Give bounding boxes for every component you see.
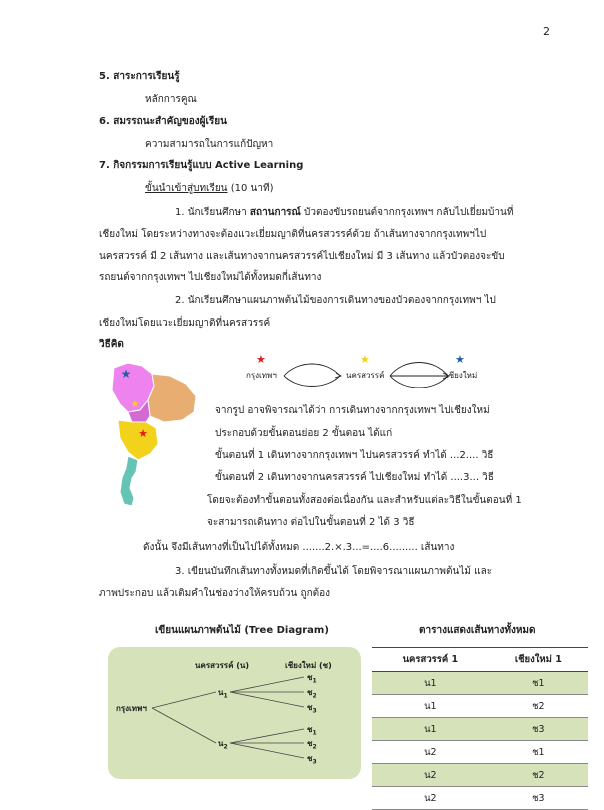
explanation-line2: ประกอบด้วยขั้นตอนย่อย 2 ขั้นตอน ได้แก่ [215, 428, 393, 439]
page-number: 2 [543, 25, 550, 38]
table-row [372, 764, 588, 787]
para1-line4: รถยนต์จากกรุงเทพฯ ไปเชียงใหม่ได้ทั้งหมดกี่เส้นทาง [99, 272, 322, 283]
table-row [372, 672, 588, 695]
tree-leaf-c2-a: ช$_2$ [307, 688, 317, 700]
method-heading: วิธีคิด [99, 339, 124, 350]
table-row [372, 718, 588, 741]
tree-leaf-c3-b: ช$_3$ [307, 754, 317, 766]
explanation-line5: โดยจะต้องทำขั้นตอนทั้งสองต่อเนื่องกัน และสำหรับแต่ละวิธีในขั้นตอนที่ 1 [207, 495, 522, 506]
intro-stage [145, 182, 273, 196]
table-cell: ช2 [489, 764, 588, 787]
table-cell: ช3 [489, 787, 588, 810]
route-arrow-a [284, 364, 340, 376]
para2-line2: เชียงใหม่โดยแวะเยี่ยมญาติที่นครสวรรค์ [99, 318, 271, 329]
tree-root: กรุงเทพฯ [116, 704, 147, 713]
explanation-line7: ดังนั้น จึงมีเส้นทางที่เป็นไปได้ทั้งหมด .......2.×.3...=....6......... เส้นทาง [143, 542, 455, 553]
para1-rest: บัวตองขับรถยนต์จากกรุงเทพฯ กลับไปเยี่ยมบ้านที่ [304, 207, 514, 218]
para3-line2: ภาพประกอบ แล้วเติมคำในช่องว่างให้ครบถ้วน ถูกต้อง [99, 588, 331, 599]
section-6-heading: 6. สมรรถนะสำคัญของผู้เรียน [99, 116, 227, 127]
table-cell: ช2 [489, 695, 588, 718]
route-middle-label: นครสวรรค์ [346, 371, 385, 380]
tree-title: เขียนแผนภาพต้นไม้ (Tree Diagram) [155, 625, 329, 636]
table-header-row [372, 648, 588, 672]
explanation-line4: ขั้นตอนที่ 2 เดินทางจากนครสวรรค์ ไปเชียงใหม่ ทำได้ ....3... วิธี [215, 472, 494, 483]
table-cell: น2 [372, 787, 489, 810]
section-5-body: หลักการคูณ [145, 94, 197, 105]
thailand-map [106, 360, 218, 510]
table-cell: น1 [372, 695, 489, 718]
tree-node-n1: น$_1$ [218, 688, 228, 700]
map-region-south [120, 456, 138, 506]
route-arrow-e [390, 376, 448, 388]
map-region-central [118, 420, 158, 460]
table-title: ตารางแสดงเส้นทางทั้งหมด [419, 625, 536, 636]
section-7-heading: 7. กิจกรรมการเรียนรู้แบบ Active Learning [99, 160, 304, 171]
para1-line2: เชียงใหม่ โดยระหว่างทางจะต้องแวะเยี่ยมญาติที่นครสวรรค์ด้วย ถ้าเส้นทางจากกรุงเทพฯไป [99, 229, 487, 240]
explanation-line1: จากรูป อาจพิจารณาได้ว่า การเดินทางจากกรุงเทพฯ ไปเชียงใหม่ [215, 405, 490, 416]
table-cell: น1 [372, 672, 489, 695]
intro-label: ขั้นนำเข้าสู่บทเรียน [145, 183, 228, 194]
tree-diagram-box [108, 647, 361, 779]
routes-table [372, 647, 588, 810]
table-cell: น2 [372, 764, 489, 787]
para1-lead: 1. นักเรียนศึกษา [175, 207, 247, 218]
map-star-nakhonsawan: ★ [130, 399, 140, 410]
route-start-label: กรุงเทพฯ [246, 371, 277, 380]
tree-node-n2: น$_2$ [218, 739, 228, 751]
para1-bold-term: สถานการณ์ [249, 207, 301, 218]
start-star-icon: ★ [256, 353, 266, 366]
table-cell: ช3 [489, 718, 588, 741]
table-cell: ช1 [489, 672, 588, 695]
map-star-chiangmai: ★ [120, 367, 132, 381]
table-cell: ช1 [489, 741, 588, 764]
tree-leaf-c2-b: ช$_2$ [307, 739, 317, 751]
table-row [372, 695, 588, 718]
middle-star-icon: ★ [360, 353, 370, 366]
table-row [372, 741, 588, 764]
explanation-line3: ขั้นตอนที่ 1 เดินทางจากกรุงเทพฯ ไปนครสวรรค์ ทำได้ ...2.... วิธี [215, 450, 494, 461]
intro-time: (10 นาที) [230, 183, 274, 194]
para2-line1: 2. นักเรียนศึกษาแผนภาพต้นไม้ของการเดินทางของบัวตองจากกรุงเทพฯ ไป [175, 295, 496, 306]
route-arrow-b [284, 376, 340, 387]
para3-line1: 3. เขียนบันทึกเส้นทางทั้งหมดที่เกิดขึ้นได้ โดยพิจารณาแผนภาพต้นไม้ และ [175, 566, 493, 577]
table-header-chiangmai: เชียงใหม่ 1 [489, 648, 588, 672]
map-region-northeast [148, 374, 196, 422]
section-6-body: ความสามารถในการแก้ปัญหา [145, 139, 274, 150]
tree-leaf-c1-a: ช$_1$ [307, 673, 317, 685]
table-header-nakhonsawan: นครสวรรค์ 1 [372, 648, 489, 672]
table-cell: น1 [372, 718, 489, 741]
tree-col-chiangmai: เชียงใหม่ (ช) [285, 661, 332, 670]
route-arrow-c [390, 363, 448, 377]
explanation-line6: จะสามารถเดินทาง ต่อไปในขั้นตอนที่ 2 ได้ 3 วิธี [207, 517, 415, 528]
route-end-label: เชียงใหม่ [446, 371, 478, 380]
section-5-heading: 5. สาระการเรียนรู้ [99, 71, 180, 82]
end-star-icon: ★ [455, 353, 465, 366]
table-row [372, 787, 588, 810]
para1-line3: นครสวรรค์ มี 2 เส้นทาง และเส้นทางจากนครสวรรค์ไปเชียงใหม่ มี 3 เส้นทาง แล้วบัวตองจะขับ [99, 251, 505, 262]
map-star-bangkok: ★ [138, 427, 148, 440]
tree-leaf-c1-b: ช$_1$ [307, 725, 317, 737]
tree-col-nakhonsawan: นครสวรรค์ (น) [195, 661, 250, 670]
tree-leaf-c3-a: ช$_3$ [307, 703, 317, 715]
para1-line1 [175, 206, 513, 220]
table-cell: น2 [372, 741, 489, 764]
